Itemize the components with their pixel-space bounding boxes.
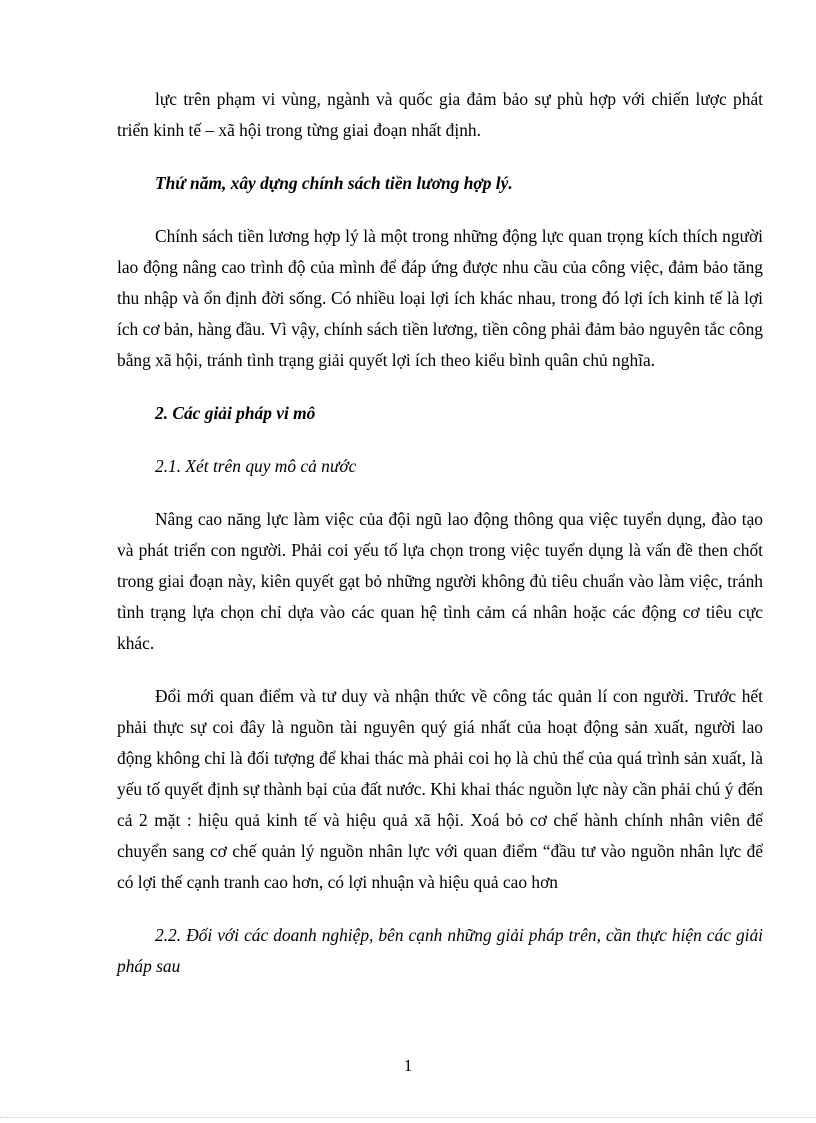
paragraph-salary-policy: Chính sách tiền lương hợp lý là một trong những động lực quan trọng kích thích người lao động nâng cao trình độ của mình để đáp ứng được nhu cầu của công việc, đảm bảo tăng thu nhập và ổn định đời sống. Có nhiều loại lợi ích khác nhau, trong đó lợi ích kinh tế là lợi ích cơ bản, hàng đầu. Vì vậy, chính sách tiền lương, tiền công phải đảm bảo nguyên tắc công bằng xã hội, tránh tình trạng giải quyết lợi ích theo kiểu bình quân chủ nghĩa. <box>117 226 763 370</box>
paragraph-new-perspective: Đổi mới quan điểm và tư duy và nhận thức về công tác quản lí con người. Trước hết phải thực sự coi đây là nguồn tài nguyên quý giá nhất của hoạt động sản xuất, người lao động không chỉ là đối tượng để khai thác mà phải coi họ là chủ thể của quá trình sản xuất, là yếu tố quyết định sự thành bại của đất nước. Khi khai thác nguồn lực này cần phải chú ý đến cả 2 mặt : hiệu quả kinh tế và hiệu quả xã hội. Xoá bỏ cơ chế hành chính nhân viên để chuyển sang cơ chế quản lý nguồn nhân lực với quan điểm “đầu tư vào nguồn nhân lực để có lợi thế cạnh tranh cao hơn, có lợi nhuận và hiệu quả cao hơn <box>117 686 763 892</box>
subheading-2-2: 2.2. Đối với các doanh nghiệp, bên cạnh những giải pháp trên, cần thực hiện các giải pháp sau <box>117 925 763 976</box>
paragraph-workforce-capacity: Nâng cao năng lực làm việc của đội ngũ lao động thông qua việc tuyển dụng, đào tạo và phát triển con người. Phải coi yếu tố lựa chọn trong việc tuyển dụng là vấn đề then chốt trong giai đoạn này, kiên quyết gạt bỏ những người không đủ tiêu chuẩn vào làm việc, tránh tình trạng lựa chọn chỉ dựa vào các quan hệ tình cảm cá nhân hoặc các động cơ tiêu cực khác. <box>117 509 763 653</box>
heading-micro-solutions: 2. Các giải pháp vi mô <box>155 403 316 423</box>
page-number: 1 <box>403 1056 413 1075</box>
heading-thu-nam: Thứ năm, xây dựng chính sách tiền lương hợp lý. <box>155 173 513 193</box>
document-page <box>117 84 763 982</box>
paragraph-continuation: lực trên phạm vi vùng, ngành và quốc gia đảm bảo sự phù hợp với chiến lược phát triển kinh tế – xã hội trong từng giai đoạn nhất định. <box>117 89 763 140</box>
subheading-2-1: 2.1. Xét trên quy mô cả nước <box>155 456 357 476</box>
page-bottom-border <box>0 1117 816 1118</box>
